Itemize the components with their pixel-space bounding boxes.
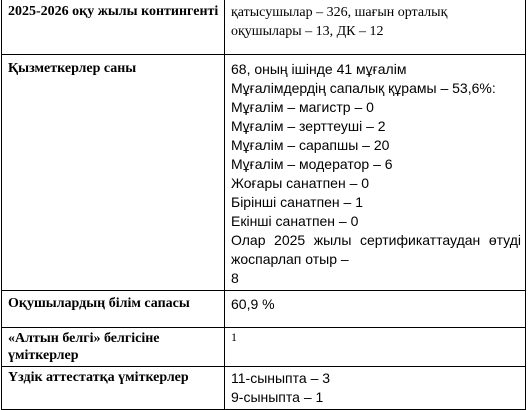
staff-line: Мұғалім – сарапшы – 20 xyxy=(231,137,390,153)
table-row-contingent xyxy=(2,0,526,55)
row-label-quality: Оқушылардың білім сапасы xyxy=(2,291,225,328)
table-row-excellent-certificate xyxy=(2,367,526,410)
staff-line: Мұғалім – зерттеуші – 2 xyxy=(231,118,386,134)
certificate-line: 9-сыныпта – 1 xyxy=(231,389,324,405)
row-value-excellent-certificate xyxy=(225,367,526,410)
staff-line: Мұғалімдердің сапалық құрамы – 53,6%: xyxy=(231,80,496,96)
row-label-staff: Қызметкерлер саны xyxy=(2,55,225,291)
certificate-line: 11-сыныпта – 3 xyxy=(231,370,331,386)
table-row-gold-sign xyxy=(2,328,526,367)
row-value-contingent: қатысушылар – 326, шағын орталық оқушылары – 13, ДК – 12 xyxy=(225,0,526,55)
certification-note: Олар 2025 жылы сертификаттаудан өтуді жоспарлап отыр – xyxy=(231,232,521,267)
staff-line: Екінші санатпен – 0 xyxy=(231,213,359,229)
row-value-staff xyxy=(225,55,526,291)
certification-count: 8 xyxy=(231,270,239,286)
staff-line: 68, оның ішінде 41 мұғалім xyxy=(231,61,407,77)
row-value-quality: 60,9 % xyxy=(225,291,526,328)
school-info-table xyxy=(1,0,526,410)
row-label-excellent-certificate: Үздік аттестатқа үміткерлер xyxy=(2,367,225,410)
staff-line: Мұғалім – магистр – 0 xyxy=(231,99,374,115)
staff-line: Бірінші санатпен – 1 xyxy=(231,194,364,210)
table-row-quality xyxy=(2,291,526,328)
row-label-gold-sign: «Алтын белгі» белгісіне үміткерлер xyxy=(2,328,225,367)
staff-line: Жоғары санатпен – 0 xyxy=(231,175,370,191)
table-row-staff xyxy=(2,55,526,291)
row-label-contingent: 2025-2026 оқу жылы контингенті xyxy=(2,0,225,55)
staff-line: Мұғалім – модератор – 6 xyxy=(231,156,393,172)
row-value-gold-sign: 1 xyxy=(225,328,526,367)
